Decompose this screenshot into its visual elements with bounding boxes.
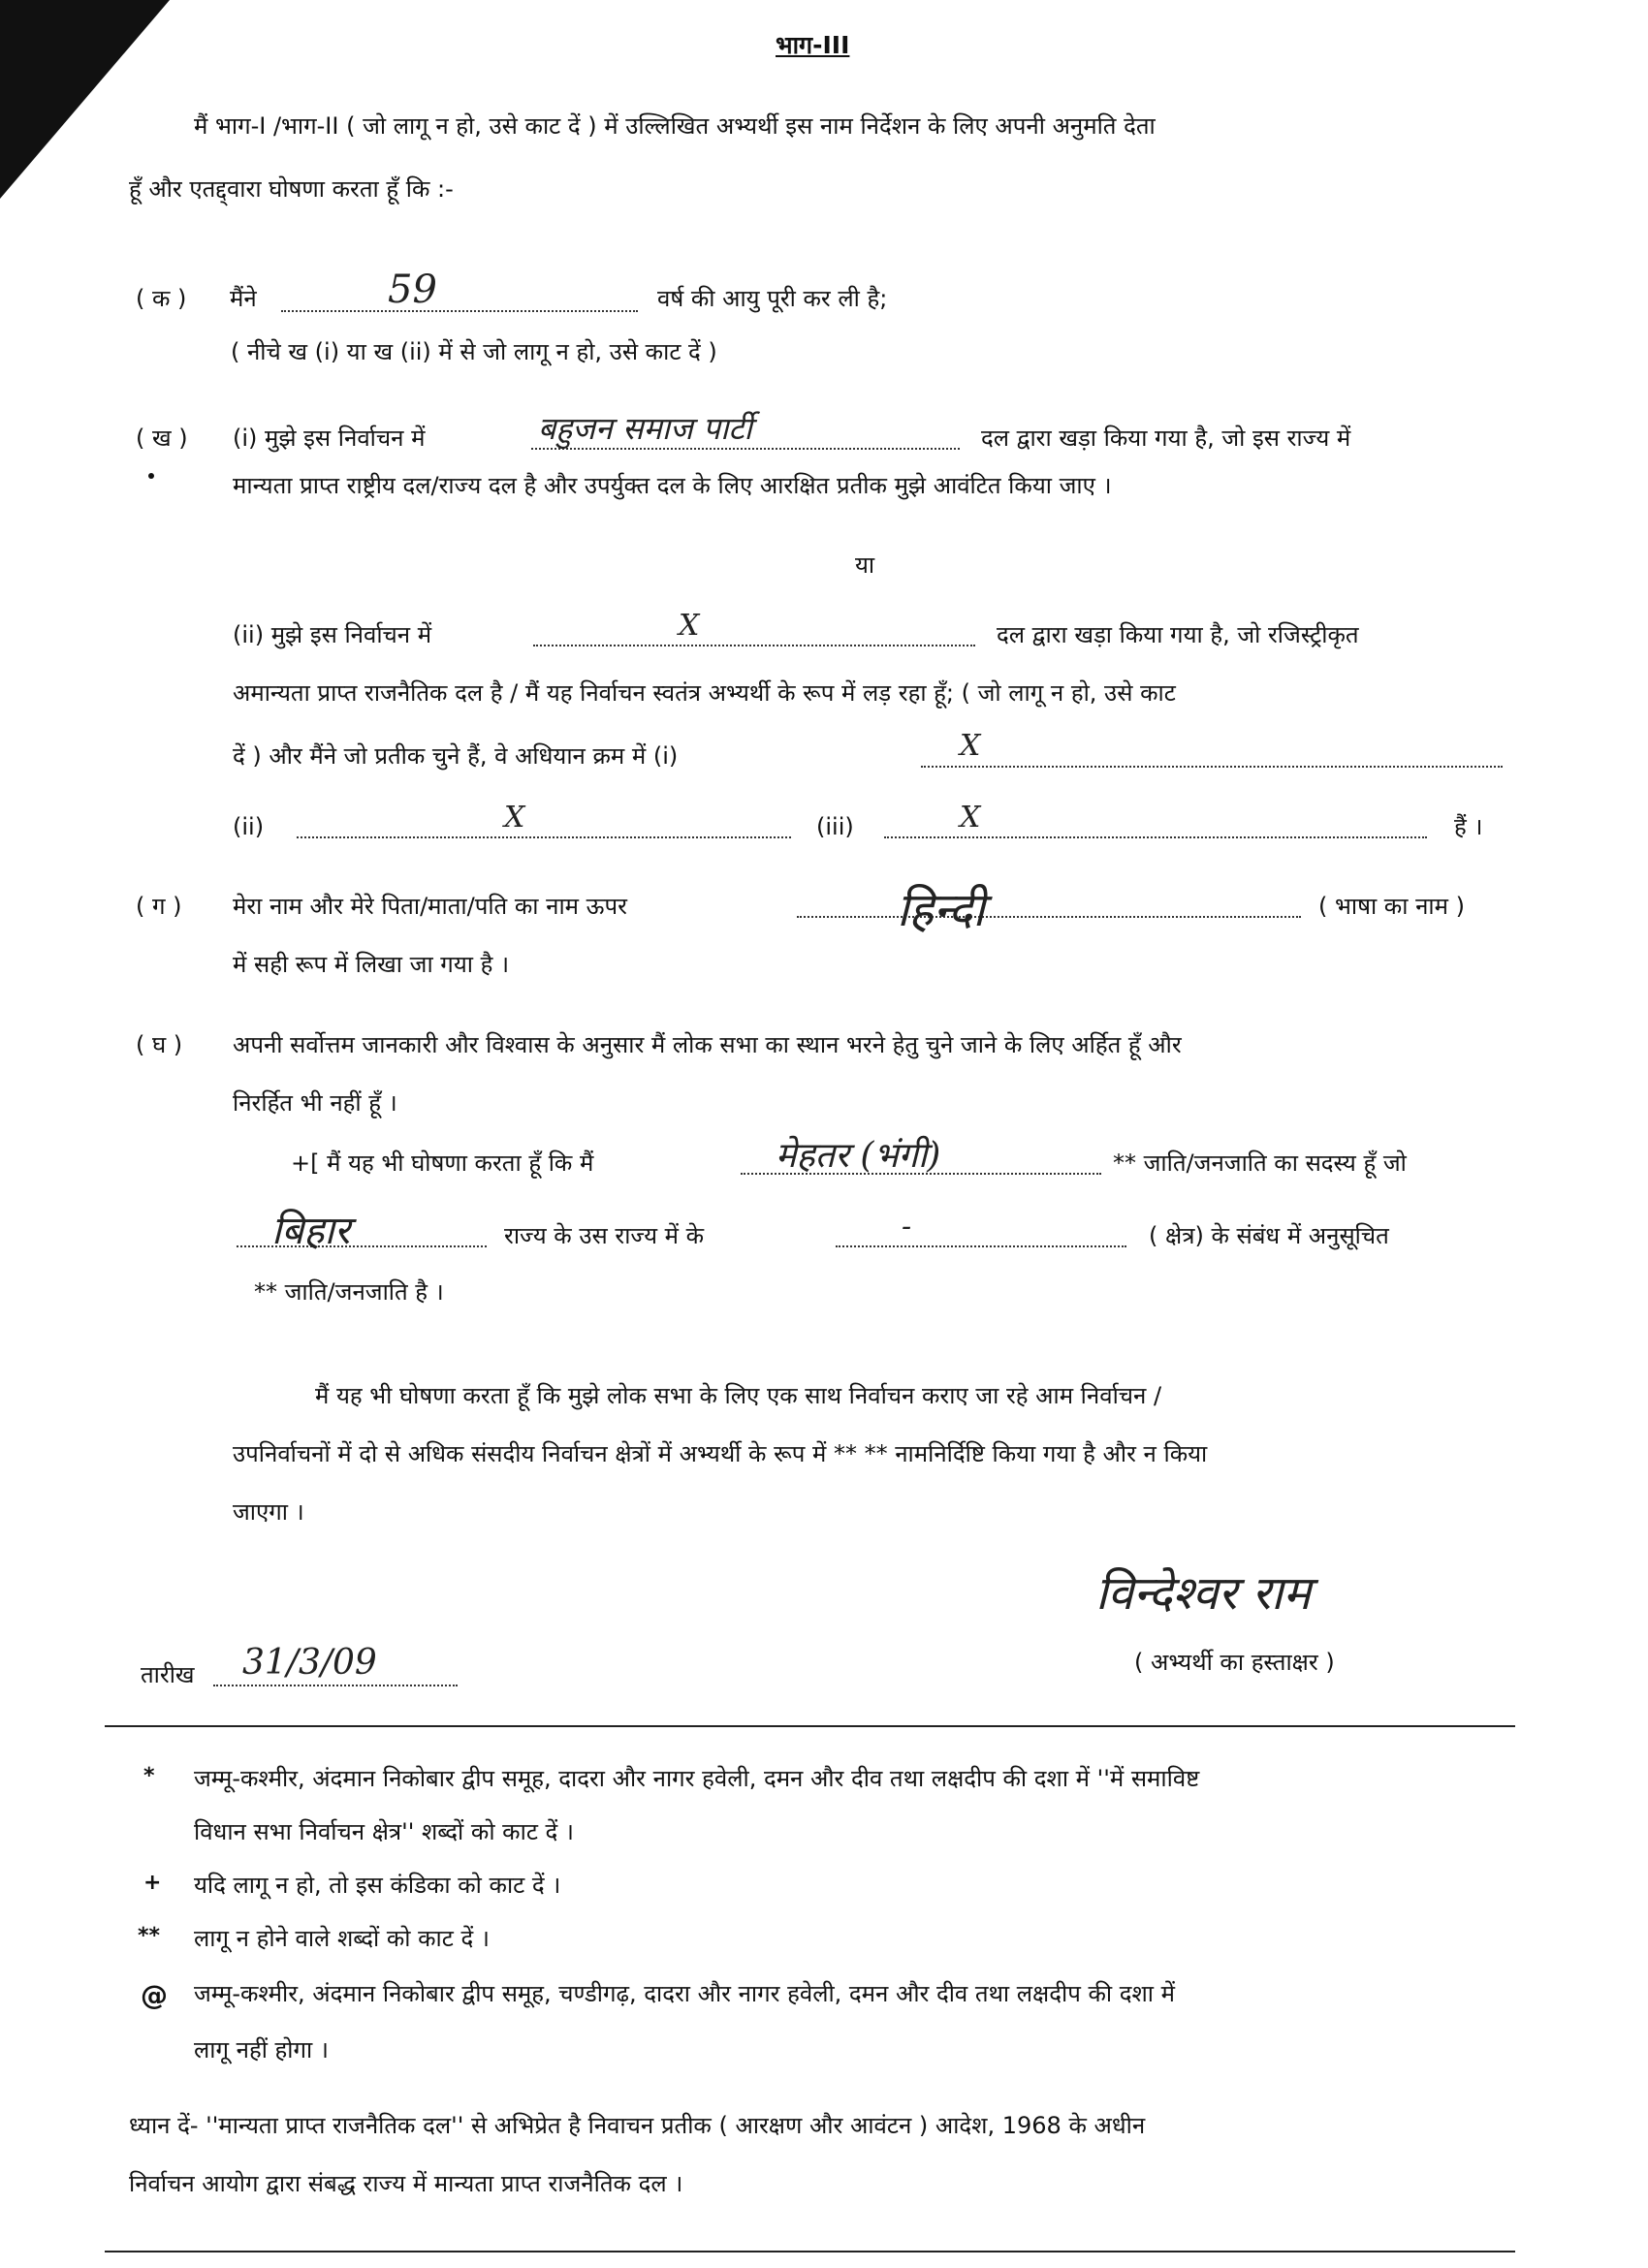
clause-ka-marker: ( क ) bbox=[136, 285, 187, 312]
clause-ka-suffix: वर्ष की आयु पूरी कर ली है; bbox=[657, 285, 888, 312]
language-name: हिन्दी bbox=[897, 883, 985, 937]
signature-caption: ( अभ्यर्थी का हस्ताक्षर ) bbox=[1134, 1649, 1335, 1676]
symbol-1-dotted-line bbox=[921, 764, 1503, 768]
caste-name: मेहतर (भंगी) bbox=[776, 1136, 941, 1176]
clause-gha-line-1: अपनी सर्वोत्तम जानकारी और विश्वास के अनुसार मैं लोक सभा का स्थान भरने हेतु चुने जाने के लिए अर्हित हूँ और bbox=[233, 1031, 1182, 1058]
footnote-1-mark: * bbox=[143, 1764, 155, 1788]
language-dotted-line bbox=[797, 914, 1301, 918]
bullet-dot bbox=[148, 473, 154, 479]
footnote-4-mark: @ bbox=[141, 1979, 168, 2011]
clause-kha-ii-suffix: दल द्वारा खड़ा किया गया है, जो रजिस्ट्रीकृत bbox=[997, 621, 1359, 648]
symbol-3-dotted-line bbox=[884, 835, 1427, 838]
footnote-1-line-2: विधान सभा निर्वाचन क्षेत्र'' शब्दों को काट दें । bbox=[194, 1818, 575, 1845]
intro-line-2: हूँ और एतद्द्वारा घोषणा करता हूँ कि :- bbox=[129, 175, 454, 203]
age-dotted-line bbox=[281, 308, 638, 312]
date-dotted-line bbox=[213, 1683, 458, 1686]
page-title: भाग-III bbox=[776, 31, 850, 59]
footnote-4-line-2: लागू नहीं होगा । bbox=[194, 2036, 329, 2063]
scan-corner-mark bbox=[0, 0, 170, 199]
footnote-divider bbox=[105, 1725, 1515, 1727]
clause-ga-line-2: में सही रूप में लिखा जा गया है । bbox=[233, 951, 510, 978]
footnote-2-line-1: यदि लागू न हो, तो इस कंडिका को काट दें । bbox=[194, 1872, 561, 1899]
date-label: तारीख bbox=[141, 1661, 195, 1688]
area-dotted-line bbox=[836, 1244, 1126, 1247]
age-value: 59 bbox=[388, 268, 437, 312]
state-suffix: राज्य के उस राज्य में के bbox=[504, 1222, 705, 1249]
declaration-line-3: जाएगा । bbox=[233, 1498, 304, 1526]
symbol-2-label: (ii) bbox=[233, 813, 265, 840]
clause-kha-marker: ( ख ) bbox=[136, 425, 188, 452]
clause-kha-ii-prefix: (ii) मुझे इस निर्वाचन में bbox=[233, 621, 432, 648]
clause-ka-prefix: मैंने bbox=[230, 285, 257, 312]
or-separator: या bbox=[855, 551, 875, 579]
date-value: 31/3/09 bbox=[242, 1643, 377, 1683]
clause-kha-ii-line-3: दें ) और मैंने जो प्रतीक चुने हैं, वे अधियान क्रम में (i) bbox=[233, 742, 679, 770]
symbol-2-dotted-line bbox=[297, 835, 791, 838]
clause-kha-i-prefix: (i) मुझे इस निर्वाचन में bbox=[233, 425, 426, 452]
symbol-2-crossed: X bbox=[504, 801, 525, 835]
clause-ga-prefix: मेरा नाम और मेरे पिता/माता/पति का नाम ऊपर bbox=[233, 893, 627, 920]
caste-end: ** जाति/जनजाति है । bbox=[254, 1278, 444, 1306]
symbol-3-label: (iii) bbox=[816, 813, 854, 840]
declaration-line-1: मैं यह भी घोषणा करता हूँ कि मुझे लोक सभा के लिए एक साथ निर्वाचन कराए जा रहे आम निर्वाचन / bbox=[315, 1382, 1162, 1409]
footnote-3-line-1: लागू न होने वाले शब्दों को काट दें । bbox=[194, 1925, 490, 1952]
ii-party-crossed: X bbox=[679, 609, 700, 643]
clause-kha-i-suffix: दल द्वारा खड़ा किया गया है, जो इस राज्य में bbox=[981, 425, 1351, 452]
note-line-2: निर्वाचन आयोग द्वारा संबद्ध राज्य में मान्यता प्राप्त राजनैतिक दल । bbox=[129, 2170, 683, 2197]
bottom-divider bbox=[105, 2251, 1515, 2252]
symbol-3-crossed: X bbox=[960, 801, 981, 835]
clause-kha-i-line-2: मान्यता प्राप्त राष्ट्रीय दल/राज्य दल है और उपर्युक्त दल के लिए आरक्षित प्रतीक मुझे आवंटित किया जाए । bbox=[233, 472, 1112, 499]
caste-prefix: +[ मैं यह भी घोषणा करता हूँ कि मैं bbox=[291, 1150, 594, 1177]
symbol-1-crossed: X bbox=[960, 729, 981, 763]
clause-gha-line-2: निरर्हित भी नहीं हूँ । bbox=[233, 1089, 397, 1117]
clause-ga-marker: ( ग ) bbox=[136, 893, 182, 920]
declaration-line-2: उपनिर्वाचनों में दो से अधिक संसदीय निर्वाचन क्षेत्रों में अभ्यर्थी के रूप में ** ** नामनिर्दिष्टि किया गया है और न किया bbox=[233, 1440, 1208, 1467]
note-line-1: ध्यान दें- ''मान्यता प्राप्त राजनैतिक दल'' से अभिप्रेत है निवाचन प्रतीक ( आरक्षण और आवंटन ) आदेश, 1968 के अधीन bbox=[129, 2112, 1146, 2139]
caste-suffix: ** जाति/जनजाति का सदस्य हूँ जो bbox=[1113, 1150, 1407, 1177]
ii-party-dotted-line bbox=[533, 643, 975, 646]
clause-kha-end: हैं । bbox=[1454, 813, 1483, 840]
footnote-3-mark: ** bbox=[138, 1924, 161, 1948]
area-value: - bbox=[902, 1210, 912, 1244]
party-name: बहुजन समाज पार्टी bbox=[538, 410, 752, 447]
intro-line-1: मैं भाग-I /भाग-II ( जो लागू न हो, उसे काट दें ) में उल्लिखित अभ्यर्थी इस नाम निर्देशन के लिए अपनी अनुमति देता bbox=[194, 112, 1156, 140]
footnote-4-line-1: जम्मू-कश्मीर, अंदमान निकोबार द्वीप समूह, चण्डीगढ़, दादरा और नागर हवेली, दमन और दीव तथा लक्षदीप की दशा में bbox=[194, 1980, 1176, 2007]
area-suffix: ( क्षेत्र) के संबंध में अनुसूचित bbox=[1149, 1222, 1389, 1249]
clause-gha-marker: ( घ ) bbox=[136, 1031, 183, 1058]
footnote-2-mark: + bbox=[143, 1871, 162, 1895]
clause-ga-suffix: ( भाषा का नाम ) bbox=[1318, 893, 1465, 920]
state-name: बिहार bbox=[271, 1209, 351, 1253]
clause-kha-ii-line-2: अमान्यता प्राप्त राजनैतिक दल है / मैं यह निर्वाचन स्वतंत्र अभ्यर्थी के रूप में लड़ रहा हूँ; ( जो लागू न हो, उसे काट bbox=[233, 679, 1176, 707]
footnote-1-line-1: जम्मू-कश्मीर, अंदमान निकोबार द्वीप समूह, दादरा और नागर हवेली, दमन और दीव तथा लक्षदीप की दशा में ''में समाविष्ट bbox=[194, 1765, 1200, 1792]
clause-ka-note: ( नीचे ख (i) या ख (ii) में से जो लागू न हो, उसे काट दें ) bbox=[231, 338, 717, 365]
candidate-signature: विन्देश्वर राम bbox=[1095, 1566, 1312, 1621]
